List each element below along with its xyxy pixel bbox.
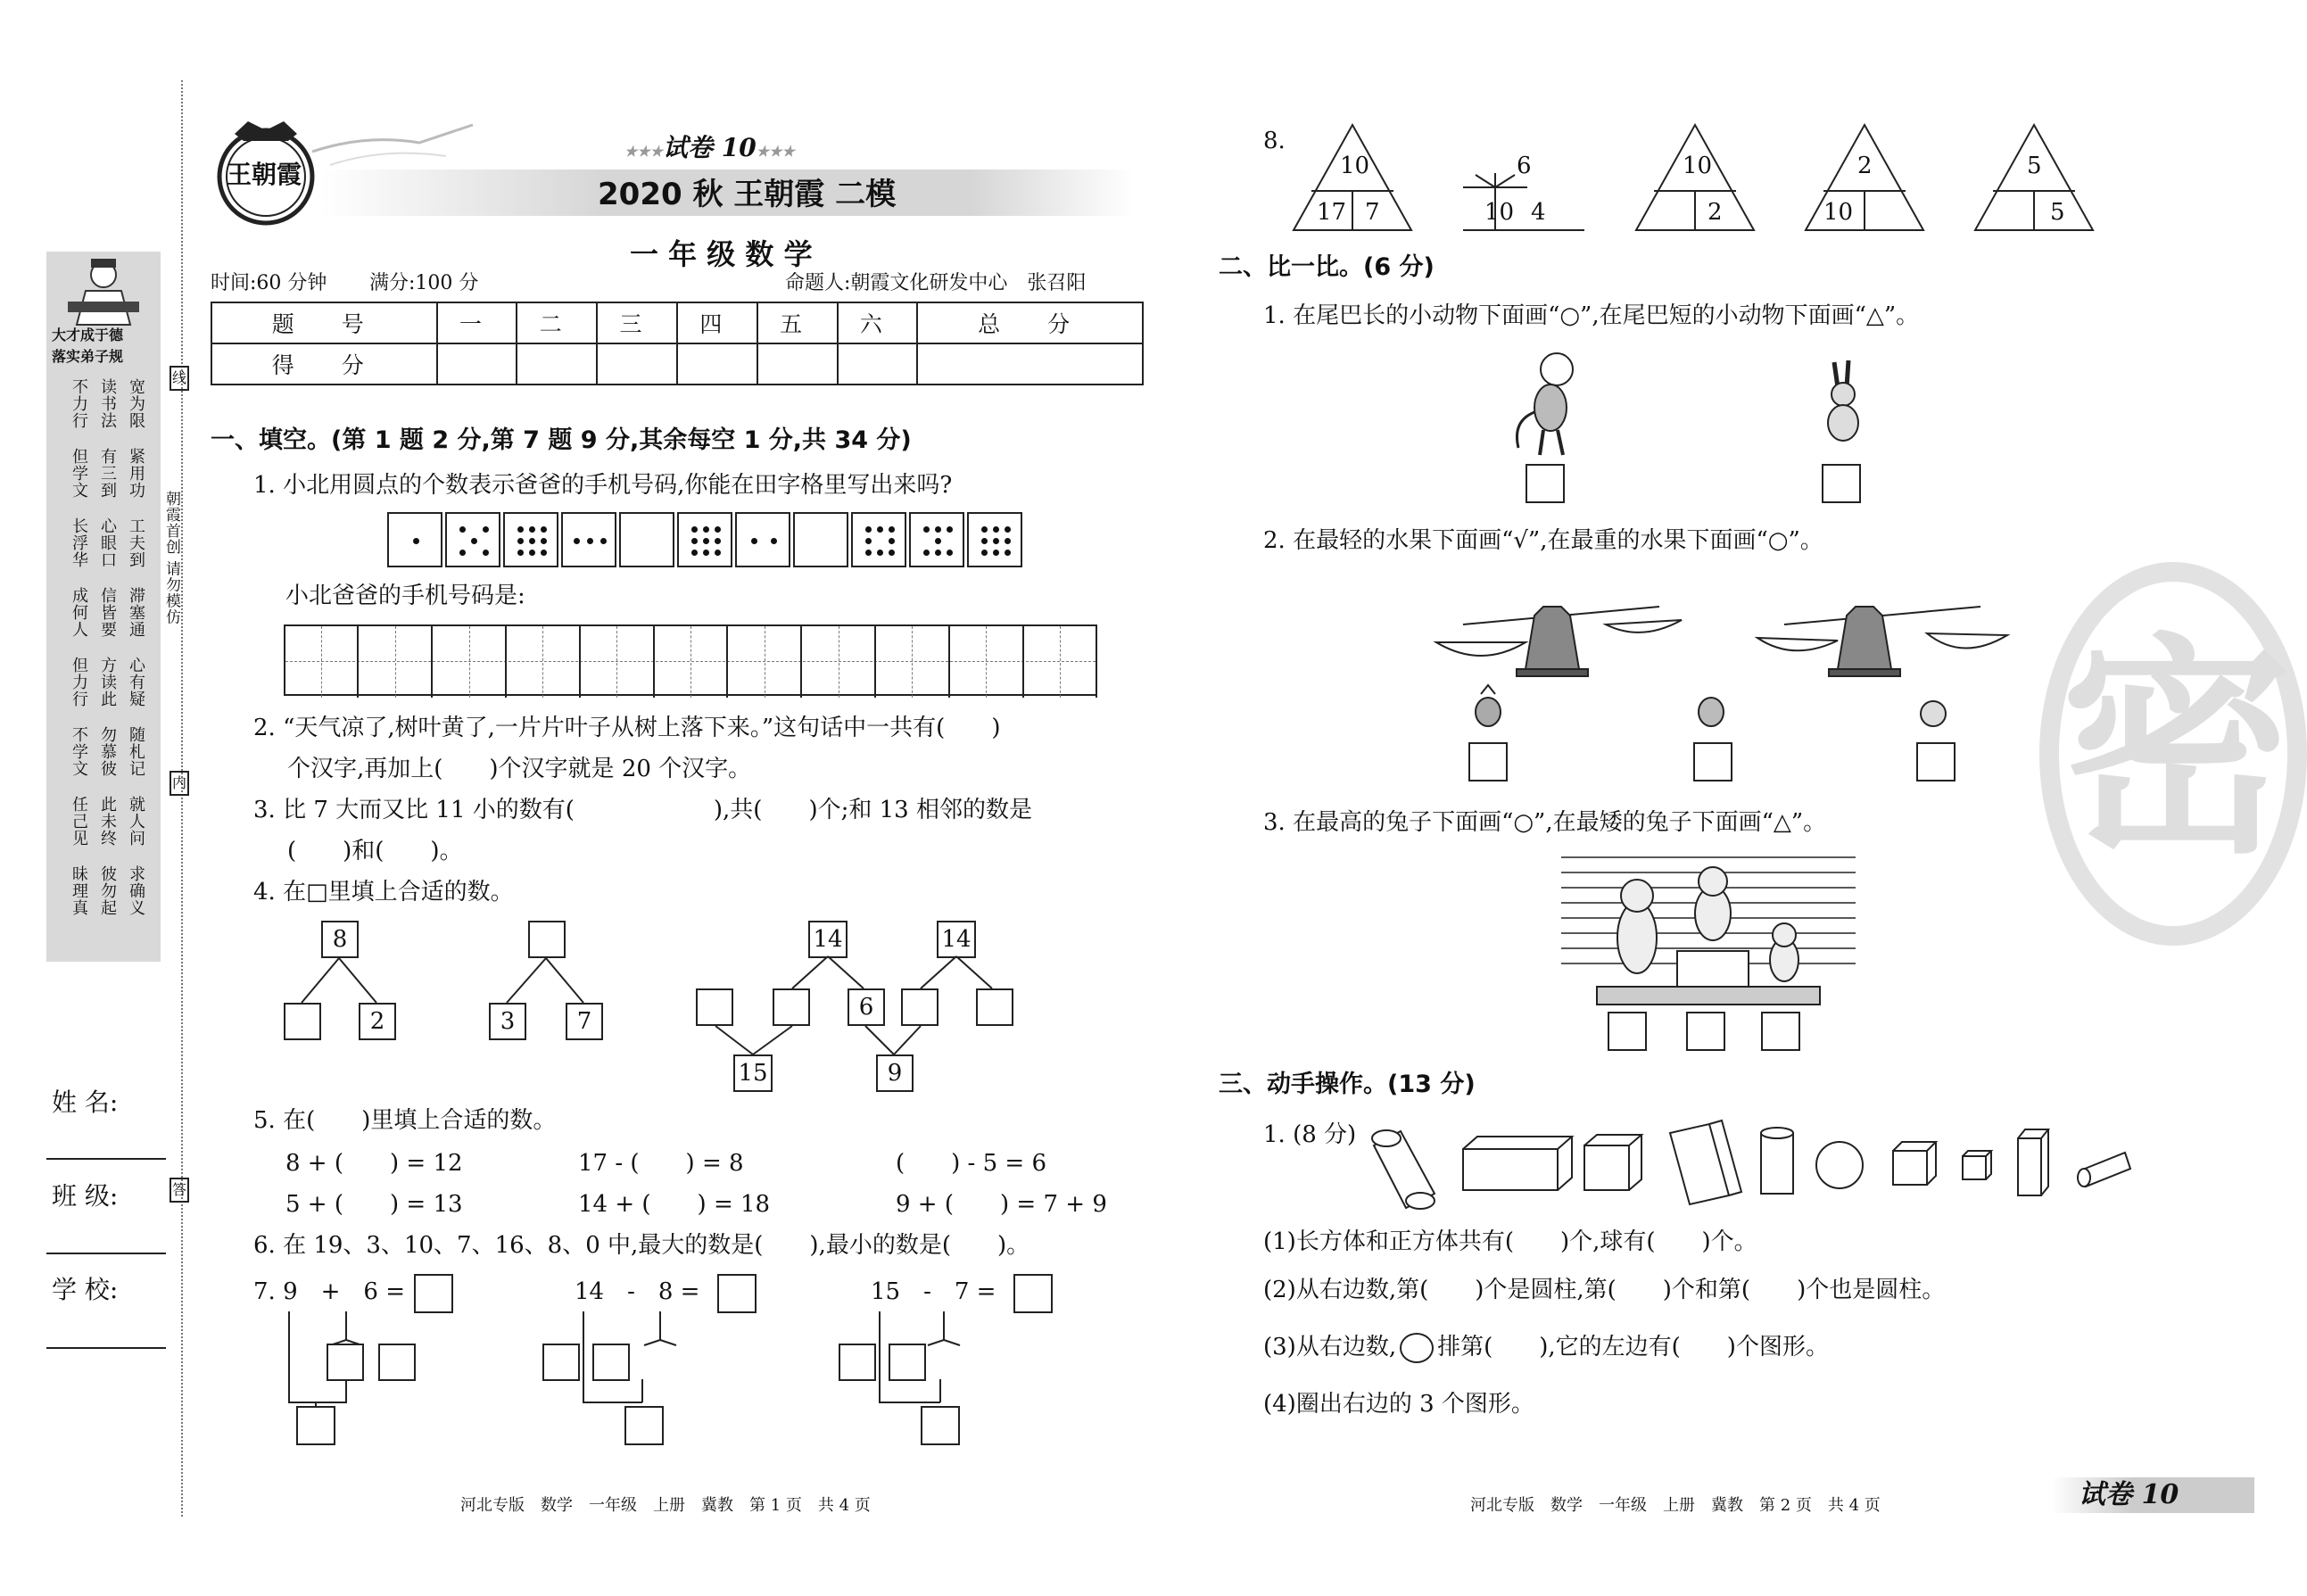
rabbit-answer-box[interactable] — [1686, 1012, 1725, 1051]
ball-icon — [1400, 1333, 1434, 1363]
q4-top-3: 14 — [937, 921, 976, 958]
section1-title: 一、填空。(第 1 题 2 分,第 7 题 9 分,其余每空 1 分,共 34 分) — [211, 426, 912, 454]
q5-item-3: ( ) - 5 = 6 — [896, 1150, 1047, 1177]
score-header-4: 四 — [677, 302, 757, 343]
s2-q1-text: 1. 在尾巴长的小动物下面画“○”,在尾巴短的小动物下面画“△”。 — [1263, 302, 1920, 329]
s3-sub3 — [1263, 1333, 1829, 1363]
seal-line-3: 答 — [170, 1178, 189, 1203]
s3-sub3-b: 排第( ),它的左边有( )个图形。 — [1437, 1334, 1829, 1360]
fruit-answer-box[interactable] — [1468, 742, 1508, 781]
rabbit-answer-box[interactable] — [1608, 1012, 1647, 1051]
q8-tri1-right: 7 — [1365, 199, 1380, 226]
q2-line2: 个汉字,再加上( )个汉字就是 20 个汉字。 — [287, 756, 752, 782]
motto-column: 昧理真 — [70, 865, 88, 916]
s2-q3-text: 3. 在最高的兔子下面画“○”,在最矮的兔子下面画“△”。 — [1263, 809, 1827, 836]
pineapple-icon — [1472, 683, 1504, 728]
motto-column: 不力行 — [70, 378, 88, 429]
section2-title: 二、比一比。(6 分) — [1219, 253, 1435, 281]
q4-bottom-2: 9 — [876, 1054, 914, 1092]
monkey-illustration — [1508, 350, 1588, 457]
motto-column: 信皆要 — [98, 587, 117, 638]
q7-expr-3: 15 - 7 = — [871, 1278, 996, 1305]
s3-sub3-a: (3)从右边数, — [1263, 1334, 1397, 1360]
rabbit-answer-box[interactable] — [1761, 1012, 1800, 1051]
motto-column: 工夫到 — [127, 517, 145, 568]
q3-line1: 3. 比 7 大而又比 11 小的数有( ),共( )个;和 13 相邻的数是 — [253, 797, 1032, 823]
q1-answer-label: 小北爸爸的手机号码是: — [285, 583, 525, 609]
motto-column: 彼勿起 — [98, 865, 117, 916]
animal-answer-box[interactable] — [1526, 464, 1565, 503]
3d-shapes-row — [1370, 1119, 2155, 1217]
rabbit-illustration — [1811, 357, 1873, 446]
motto-column: 就人问 — [127, 796, 145, 847]
peach-icon — [1918, 696, 1948, 728]
time-limit: 时间:60 分钟 — [211, 272, 327, 294]
motto-column: 方读此 — [98, 657, 117, 707]
q2-line1: 2. “天气凉了,树叶黄了,一片片叶子从树上落下来。”这句话中一共有( ) — [253, 715, 1001, 741]
exam-title: 2020 秋 王朝霞 二模 — [598, 177, 897, 212]
q5-item-1: 8 + ( ) = 12 — [285, 1150, 463, 1177]
q3-line2: ( )和( )。 — [287, 838, 463, 864]
s3-sub2: (2)从右边数,第( )个是圆柱,第( )个和第( )个也是圆柱。 — [1263, 1277, 1946, 1303]
series-label: ★★★试卷 10★★★ — [624, 133, 795, 162]
score-header-5: 五 — [757, 302, 838, 343]
motto-column: 不学文 — [70, 726, 88, 777]
q5-item-6: 9 + ( ) = 7 + 9 — [896, 1191, 1107, 1218]
q8-tri1-top: 10 — [1340, 153, 1370, 179]
motto-column: 有三到 — [98, 448, 117, 499]
motto-column: 求确义 — [127, 865, 145, 916]
motto-column: 心眼口 — [98, 517, 117, 568]
motto-column: 但学文 — [70, 448, 88, 499]
motto-column: 心有疑 — [127, 657, 145, 707]
class-label: 班 级: — [52, 1181, 119, 1211]
q4-text: 4. 在□里填上合适的数。 — [253, 879, 514, 906]
q5-item-4: 5 + ( ) = 13 — [285, 1191, 463, 1218]
q4-top-2: 14 — [808, 921, 848, 958]
q4-leaf-1: 2 — [359, 1003, 396, 1040]
score-header-3: 三 — [597, 302, 677, 343]
s3-sub4: (4)圈出右边的 3 个图形。 — [1263, 1391, 1534, 1418]
footer-tag: 试卷 10 — [2079, 1479, 2179, 1510]
motto-column: 宽为限 — [127, 378, 145, 429]
motto-column: 长浮华 — [70, 517, 88, 568]
q8-tri4-top: 2 — [1857, 153, 1873, 179]
motto-column: 成何人 — [70, 587, 88, 638]
q5-item-2: 17 - ( ) = 8 — [578, 1150, 744, 1177]
sidebar-motto-1: 大才成于德 — [52, 327, 124, 343]
secret-stamp-text: 密 — [2061, 613, 2293, 885]
name-label: 姓 名: — [52, 1087, 119, 1117]
footer-right: 河北专版 数学 一年级 上册 冀教 第 2 页 共 4 页 — [1470, 1496, 1881, 1515]
motto-column: 读书法 — [98, 378, 117, 429]
q8-fork-left: 10 — [1484, 199, 1515, 226]
motto-column: 滞塞通 — [127, 587, 145, 638]
score-row-label: 得 分 — [211, 343, 437, 385]
series-text: 试卷 10 — [663, 133, 757, 162]
fold-note: 朝霞首创 请勿模仿 — [162, 491, 180, 625]
s2-q2-text: 2. 在最轻的水果下面画“√”,在最重的水果下面画“○”。 — [1263, 527, 1823, 554]
score-header-2: 二 — [517, 302, 597, 343]
author: 命题人:朝霞文化研发中心 张召阳 — [785, 272, 1087, 294]
q4-bottom-1: 15 — [733, 1054, 773, 1092]
section3-title: 三、动手操作。(13 分) — [1219, 1071, 1476, 1098]
q6-text: 6. 在 19、3、10、7、16、8、0 中,最大的数是( ),最小的数是( )。 — [253, 1232, 1030, 1259]
motto-column: 紧用功 — [127, 448, 145, 499]
fruit-answer-box[interactable] — [1916, 742, 1956, 781]
q4-top-1: 8 — [321, 921, 359, 958]
score-header-1: 一 — [437, 302, 517, 343]
brand-logo-text: 王朝霞 — [227, 160, 302, 189]
sidebar-motto-2: 落实弟子规 — [52, 348, 124, 365]
q8-fork-right: 4 — [1531, 199, 1546, 226]
score-header-6: 六 — [838, 302, 918, 343]
motto-column: 但力行 — [70, 657, 88, 707]
q8-fork-top: 6 — [1517, 153, 1532, 179]
score-header-0: 题 号 — [211, 302, 437, 343]
motto-column: 任己见 — [70, 796, 88, 847]
q8-tri5-top: 5 — [2027, 153, 2042, 179]
motto-column: 此未终 — [98, 796, 117, 847]
seal-line-2: 内 — [170, 771, 189, 796]
footer-left: 河北专版 数学 一年级 上册 冀教 第 1 页 共 4 页 — [460, 1496, 871, 1515]
motto-column: 勿慕彼 — [98, 726, 117, 777]
q4-leaf-2: 3 — [489, 1003, 526, 1040]
q8-tri3-top: 10 — [1683, 153, 1713, 179]
score-header-7: 总 分 — [917, 302, 1143, 343]
q4-leaf-3: 7 — [566, 1003, 603, 1040]
motto-column: 随札记 — [127, 726, 145, 777]
q7-expr-1: 7. 9 + 6 = — [253, 1278, 405, 1305]
q8-tri5-right: 5 — [2050, 199, 2065, 226]
q7-expr-2: 14 - 8 = — [575, 1278, 700, 1305]
animal-answer-box[interactable] — [1822, 464, 1861, 503]
full-score: 满分:100 分 — [369, 272, 479, 294]
q5-item-5: 14 + ( ) = 18 — [578, 1191, 771, 1218]
balance-scales-illustration — [1427, 580, 2070, 678]
subject-title: 一 年 级 数 学 — [630, 237, 813, 271]
q1-text: 1. 小北用圆点的个数表示爸爸的手机号码,你能在田字格里写出来吗? — [253, 472, 953, 499]
q8-label: 8. — [1263, 128, 1286, 154]
fruit-answer-box[interactable] — [1693, 742, 1732, 781]
seal-line-1: 线 — [170, 366, 189, 391]
q8-tri1-left: 17 — [1317, 199, 1347, 226]
school-label: 学 校: — [52, 1275, 119, 1304]
pear-icon — [1695, 689, 1727, 728]
q8-tri3-right: 2 — [1708, 199, 1723, 226]
q4-middle: 6 — [848, 988, 885, 1026]
q5-text: 5. 在( )里填上合适的数。 — [253, 1107, 557, 1134]
s3-q1-label: 1. (8 分) — [1263, 1121, 1357, 1148]
s3-sub1: (1)长方体和正方体共有( )个,球有( )个。 — [1263, 1228, 1757, 1255]
q8-tri4-left: 10 — [1823, 199, 1854, 226]
rabbits-height-illustration — [1561, 853, 1856, 1013]
